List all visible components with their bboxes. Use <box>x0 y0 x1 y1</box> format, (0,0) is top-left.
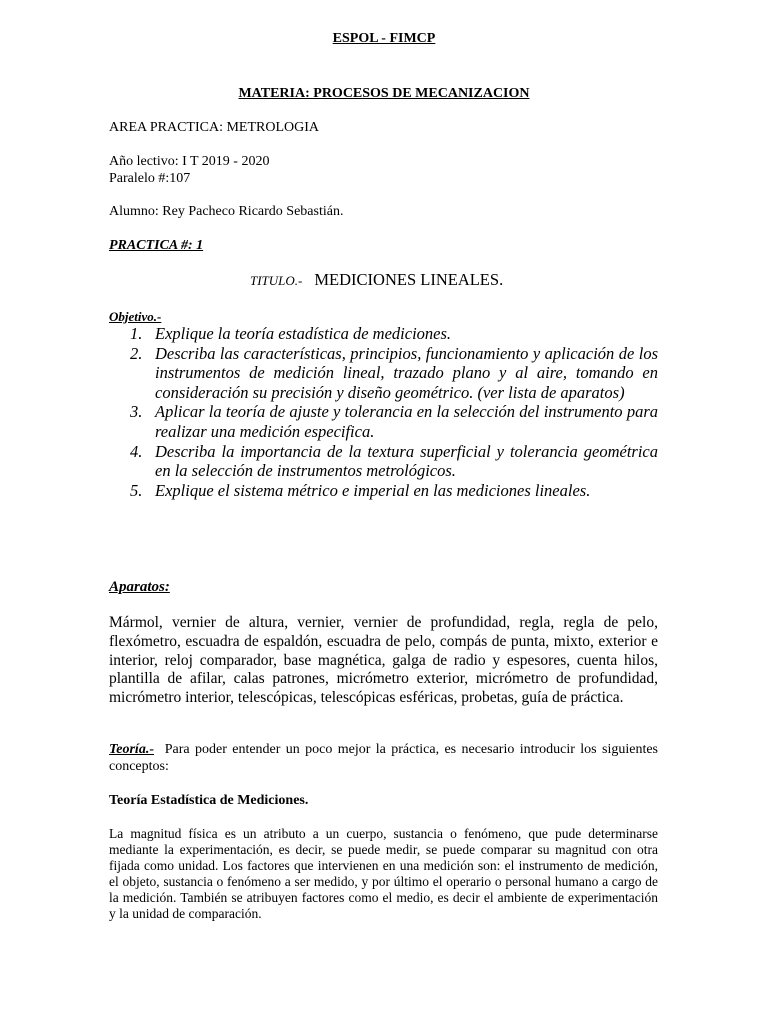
student-line: Alumno: Rey Pacheco Ricardo Sebastián. <box>109 204 344 219</box>
objective-item <box>130 442 658 481</box>
theory-intro-text: Para poder entender un poco mejor la práctica, es necesario introducir los siguientes conceptos: <box>109 742 658 774</box>
title-text: MEDICIONES LINEALES. <box>314 270 504 289</box>
objective-text: Describa la importancia de la textura superficial y tolerancia geométrica en la selección de instrumentos metrológicos. <box>155 441 658 481</box>
practice-title <box>250 270 503 290</box>
objective-text: Describa las características, principios, funcionamiento y aplicación de los instrumentos de medición lineal, trazado plano y al aire, tomando en consideración su precisión y diseño geométrico. (ver lista de aparatos) <box>155 343 658 402</box>
section-line: Paralelo #:107 <box>109 171 191 186</box>
objective-item <box>130 324 658 344</box>
objective-heading: Objetivo.- <box>109 309 162 324</box>
section-title: Teoría Estadística de Mediciones. <box>109 793 309 808</box>
objective-text: Aplicar la teoría de ajuste y tolerancia en la selección del instrumento para realizar una medición especifica. <box>155 402 658 441</box>
subject-heading: MATERIA: PROCESOS DE MECANIZACION <box>238 86 530 101</box>
objective-text: Explique la teoría estadística de mediciones. <box>155 324 452 343</box>
objective-number: 3. <box>130 402 143 422</box>
apparatus-paragraph: Mármol, vernier de altura, vernier, vernier de profundidad, regla, regla de pelo, flexómetro, escuadra de espaldón, escuadra de pelo, compás de punta, mixto, exterior e interior, reloj comparador, base magnética, galga de radio y espesores, cuenta hilos, plantilla de afilar, calas patrones, micrómetro exterior, micrómetro de profundidad, micrómetro interior, telescópicas, telescópicas esféricas, probetas, guía de práctica. <box>109 614 658 707</box>
theory-intro-paragraph <box>109 741 658 775</box>
theory-heading: Teoría.- <box>109 742 154 757</box>
institution-heading: ESPOL - FIMCP <box>332 31 436 46</box>
objective-number: 4. <box>130 441 143 461</box>
practice-label: PRACTICA #: 1 <box>109 238 204 253</box>
objective-number: 2. <box>130 343 143 363</box>
objective-number: 1. <box>130 324 143 343</box>
objective-list <box>130 324 658 500</box>
objective-item <box>130 481 658 501</box>
objective-item <box>130 344 658 403</box>
body-paragraph: La magnitud física es un atributo a un cuerpo, sustancia o fenómeno, que pude determinarse mediante la experimentación, es decir, se puede medir, se puede comparar su magnitud con otra fijada como unidad. Los factores que intervienen en una medición son: el instrumento de medición, el objeto, sustancia o fenómeno a ser medido, y por último el operario o personal humano a cargo de la medición. También se atribuyen factores como el medio, es decir el ambiente de experimentación y la unidad de comparación. <box>109 826 658 922</box>
objective-number: 5. <box>130 480 143 500</box>
apparatus-heading: Aparatos: <box>109 579 170 595</box>
school-year-line: Año lectivo: I T 2019 - 2020 <box>109 154 270 169</box>
title-prefix: TITULO.- <box>250 273 303 288</box>
area-line: AREA PRACTICA: METROLOGIA <box>109 120 320 135</box>
objective-item <box>130 402 658 441</box>
objective-text: Explique el sistema métrico e imperial en las mediciones lineales. <box>155 480 591 500</box>
